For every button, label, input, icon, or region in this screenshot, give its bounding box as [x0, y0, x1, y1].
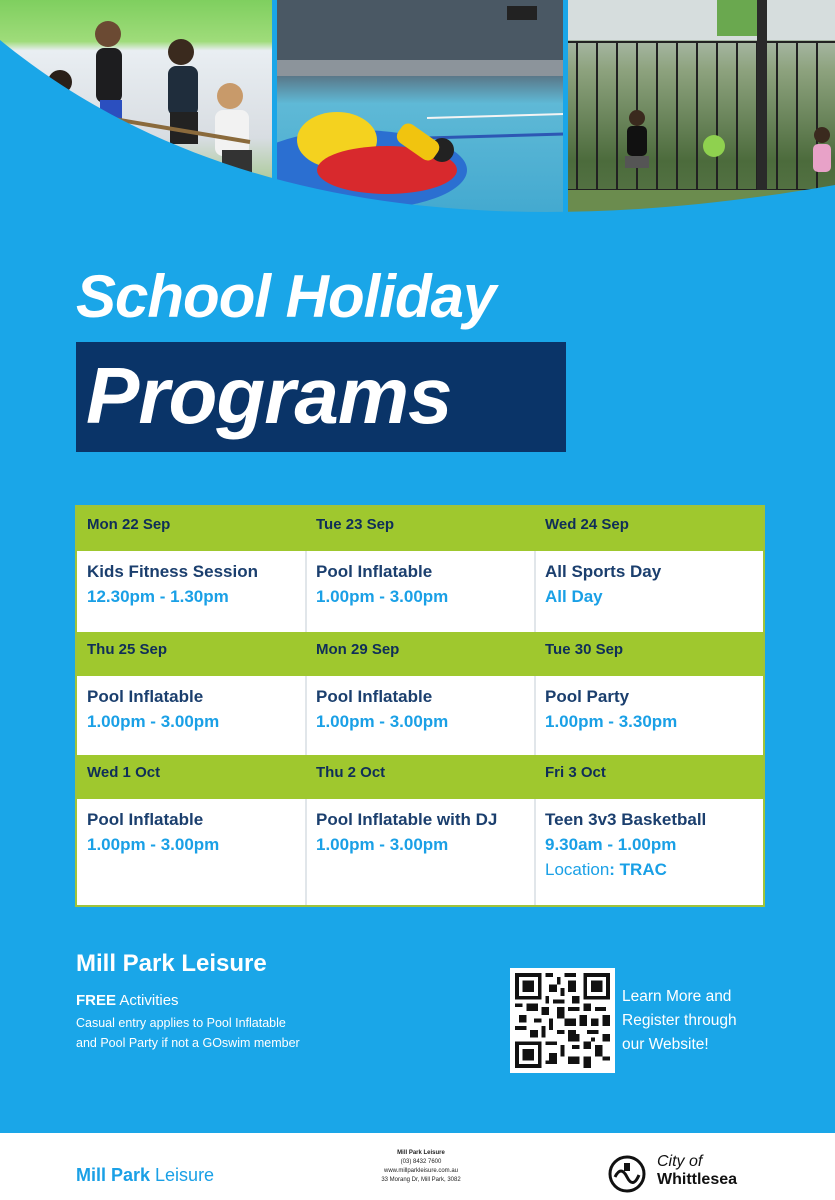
- event-name: Pool Inflatable with DJ: [316, 810, 498, 829]
- event-cell: [77, 799, 306, 905]
- brand-logo: [76, 1165, 214, 1186]
- register-cta: [622, 985, 782, 1057]
- event-time: 1.00pm - 3.00pm: [87, 712, 220, 731]
- event-name: Teen 3v3 Basketball: [545, 810, 707, 829]
- event-cell: [535, 799, 763, 905]
- council-logo-icon: [607, 1155, 649, 1193]
- event-time: 1.00pm - 3.00pm: [316, 835, 449, 854]
- entry-note-line: Casual entry applies to Pool Inflatable: [76, 1016, 286, 1030]
- event-time: All Day: [545, 587, 603, 606]
- location-label: Location: [545, 860, 610, 879]
- day-header: Tue 23 Sep: [306, 507, 535, 551]
- free-label: FREE: [76, 992, 117, 1009]
- council-logo: [607, 1153, 767, 1193]
- title-school-holiday: School Holiday: [76, 263, 496, 330]
- brand-name-light: Leisure: [150, 1165, 215, 1185]
- day-header: Tue 30 Sep: [535, 632, 763, 676]
- event-name: Kids Fitness Session: [87, 562, 258, 581]
- event-location: [545, 857, 763, 882]
- register-cta-line: Learn More and: [622, 988, 732, 1005]
- event-name: Pool Party: [545, 687, 630, 706]
- day-header: Fri 3 Oct: [535, 755, 763, 799]
- contact-address: 33 Morang Dr, Mill Park, 3082: [381, 1177, 461, 1183]
- day-header: Thu 2 Oct: [306, 755, 535, 799]
- day-header: Wed 1 Oct: [77, 755, 306, 799]
- header-photos: [0, 0, 835, 230]
- day-header: Mon 22 Sep: [77, 507, 306, 551]
- event-name: Pool Inflatable: [87, 810, 204, 829]
- event-time: 9.30am - 1.00pm: [545, 835, 677, 854]
- event-time: 1.00pm - 3.00pm: [316, 587, 449, 606]
- day-header: Wed 24 Sep: [535, 507, 763, 551]
- entry-note-line: and Pool Party if not a GOswim member: [76, 1036, 300, 1050]
- register-cta-line: our Website!: [622, 1036, 709, 1053]
- event-name: All Sports Day: [545, 562, 662, 581]
- venue-name: Mill Park Leisure: [76, 950, 267, 977]
- day-header: Mon 29 Sep: [306, 632, 535, 676]
- event-time: 1.00pm - 3.30pm: [545, 712, 678, 731]
- schedule-table: [75, 505, 765, 907]
- day-header: Thu 25 Sep: [77, 632, 306, 676]
- free-activities: [76, 992, 179, 1009]
- brand-name-bold: Mill Park: [76, 1165, 151, 1185]
- council-name-line: City of: [657, 1153, 703, 1170]
- event-name: Pool Inflatable: [316, 562, 433, 581]
- event-cell: [535, 551, 763, 631]
- entry-note: [76, 1013, 300, 1053]
- contact-website[interactable]: www.millparkleisure.com.au: [383, 1168, 459, 1174]
- council-name-line: Whittlesea: [657, 1171, 738, 1188]
- event-cell: [306, 676, 535, 755]
- qr-code-icon[interactable]: [510, 968, 615, 1073]
- event-cell: [77, 676, 306, 755]
- event-cell: [306, 799, 535, 905]
- event-time: 1.00pm - 3.00pm: [87, 835, 220, 854]
- title-programs-banner: [76, 342, 566, 452]
- event-cell: [535, 676, 763, 755]
- event-time: 12.30pm - 1.30pm: [87, 587, 229, 606]
- contact-details: [342, 1149, 500, 1185]
- council-name: [657, 1153, 737, 1189]
- register-cta-line: Register through: [622, 1012, 737, 1029]
- title-programs: Programs: [86, 351, 452, 440]
- event-name: Pool Inflatable: [87, 687, 204, 706]
- event-time: 1.00pm - 3.00pm: [316, 712, 449, 731]
- location-value: : TRAC: [609, 860, 667, 879]
- event-cell: [77, 551, 306, 631]
- contact-name: Mill Park Leisure: [397, 1150, 445, 1156]
- event-cell: [306, 551, 535, 631]
- contact-phone: (03) 8432 7600: [400, 1159, 442, 1165]
- event-name: Pool Inflatable: [316, 687, 433, 706]
- header-curve: [0, 0, 835, 230]
- activities-label: Activities: [116, 992, 179, 1009]
- footer-bar: [0, 1133, 835, 1200]
